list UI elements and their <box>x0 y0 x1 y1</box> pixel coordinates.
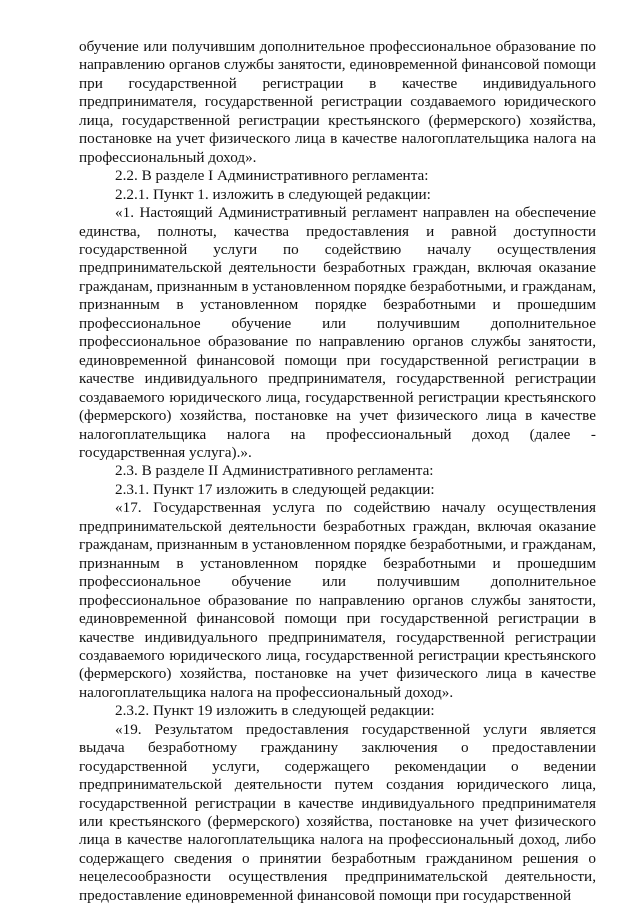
section-2-3-heading: 2.3. В разделе II Административного регламента: <box>115 462 434 480</box>
clause-19-text: «19. Результатом предоставления государственной услуги является выдача безработному гражданину заключения о предоставлении государственной услуги, содержащего рекомендации о ведении предпринимательской деятельности путем создания юридического лица, государственной регистрации в качестве индивидуального предпринимателя или крестьянского (фермерского) хозяйства, постановке на учет физического лица в качестве налогоплательщика налога на профессиональный доход, либо содержащего сведения о принятии безработным гражданином решения о нецелесообразности осуществления предпринимательской деятельности, предоставление единовременной финансовой помощи при государственной <box>79 720 596 904</box>
item-2-3-1-heading: 2.3.1. Пункт 17 изложить в следующей редакции: <box>115 480 435 498</box>
section-2-2-heading: 2.2. В разделе I Административного регламента: <box>115 167 429 185</box>
item-2-3-2-heading: 2.3.2. Пункт 19 изложить в следующей редакции: <box>115 702 435 720</box>
clause-1-text: «1. Настоящий Административный регламент направлен на обеспечение единства, полноты, качества предоставления и равной доступности государственной услуги по содействию началу осуществления предпринимательской деятельности безработных граждан, включая оказание гражданам, признанным в установленном порядке безработными, и гражданам, признанным в установленном порядке безработными и прошедшим профессиональное обучение или получившим дополнительное профессиональное образование по направлению органов службы занятости, единовременной финансовой помощи при государственной регистрации в качестве индивидуального предпринимателя, государственной регистрации создаваемого юридического лица, государственной регистрации крестьянского (фермерского) хозяйства, постановке на учет физического лица в качестве налогоплательщика налога на профессиональный доход (далее - государственная услуга).». <box>79 204 596 461</box>
paragraph-continuation: обучение или получившим дополнительное профессиональное образование по направлению органов службы занятости, единовременной финансовой помощи при государственной регистрации в качестве индивидуального предпринимателя, государственной регистрации создаваемого юридического лица, государственной регистрации крестьянского (фермерского) хозяйства, постановке на учет физического лица в качестве налогоплательщика налога на профессиональный доход». <box>79 38 596 166</box>
clause-17-text: «17. Государственная услуга по содействию началу осуществления предпринимательской деятельности безработных граждан, включая оказание гражданам, признанным в установленном порядке безработными, и гражданам, признанным в установленном порядке безработными и прошедшим профессиональное обучение или получившим дополнительное профессиональное образование по направлению органов службы занятости, единовременной финансовой помощи при государственной регистрации в качестве индивидуального предпринимателя, государственной регистрации создаваемого юридического лица, государственной регистрации крестьянского (фермерского) хозяйства, постановке на учет физического лица в качестве налогоплательщика налога на профессиональный доход». <box>79 499 596 701</box>
document-page <box>79 38 596 905</box>
item-2-2-1-heading: 2.2.1. Пункт 1. изложить в следующей редакции: <box>115 185 431 203</box>
